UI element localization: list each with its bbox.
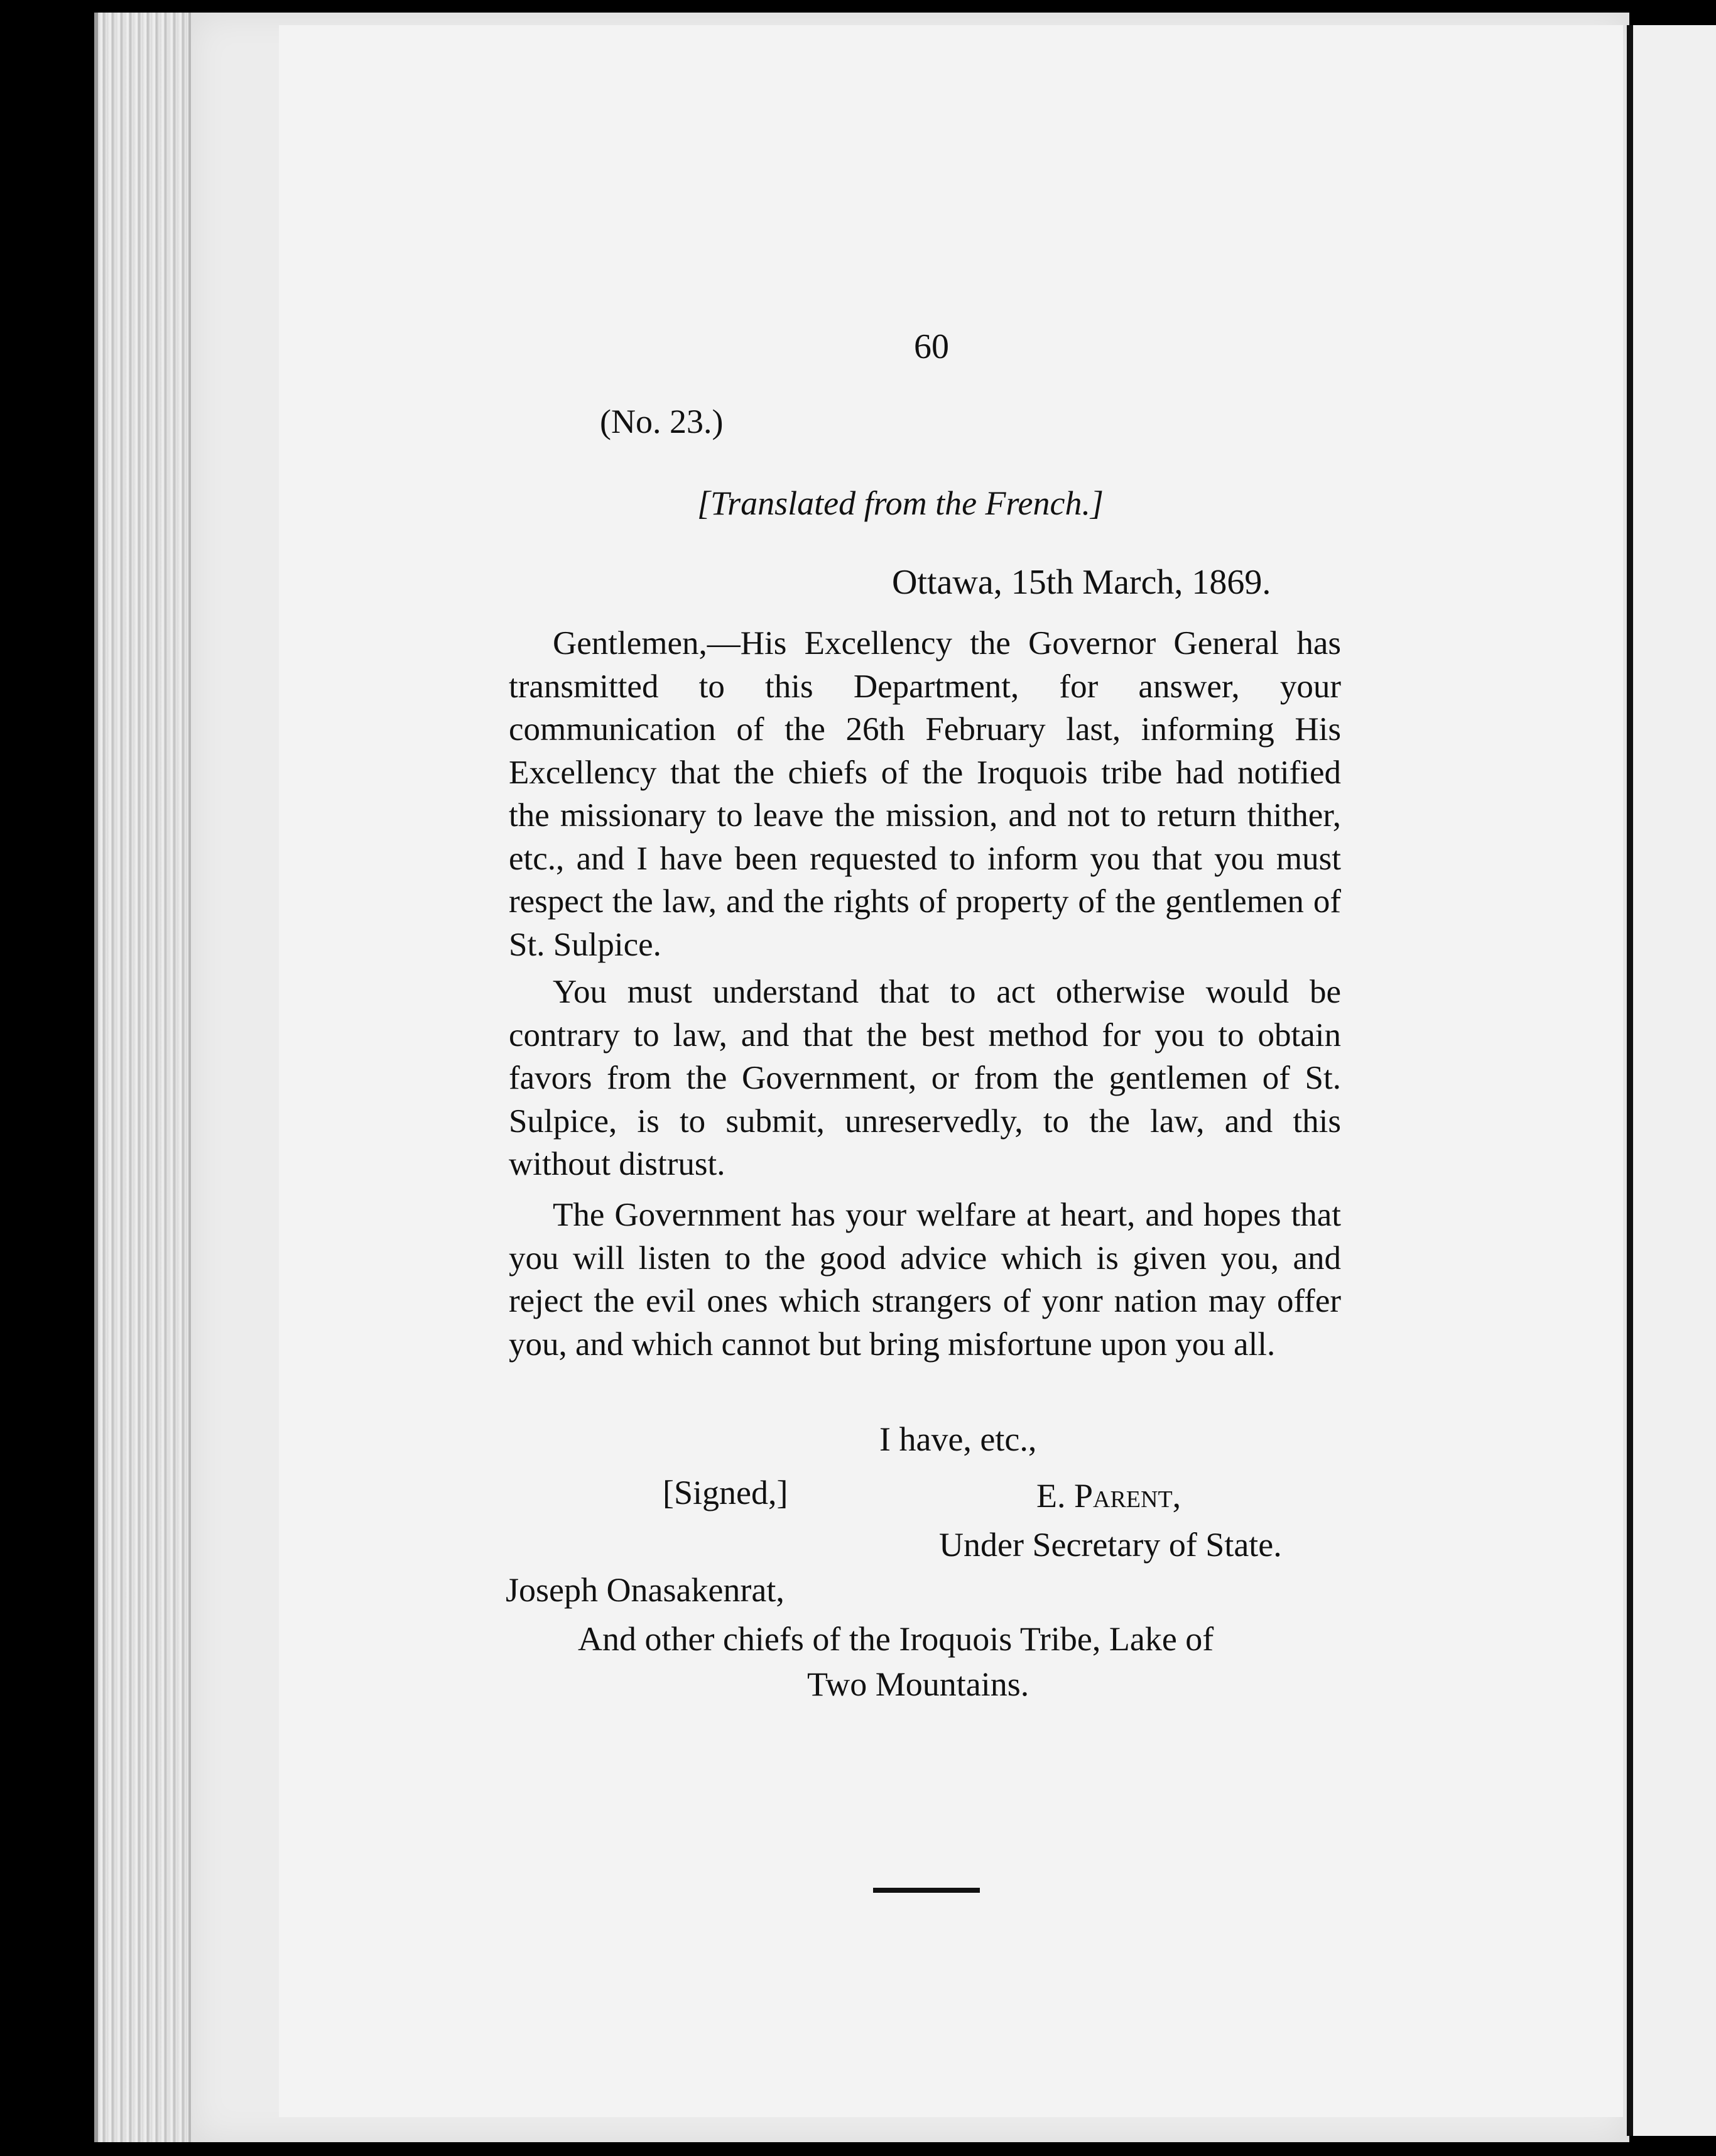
closing: I have, etc., bbox=[879, 1420, 1037, 1458]
signer-title: Under Secretary of State. bbox=[939, 1526, 1282, 1564]
addressee-name: Joseph Onasakenrat, bbox=[506, 1571, 785, 1609]
end-rule bbox=[873, 1888, 980, 1893]
dateline: Ottawa, 15th March, 1869. bbox=[892, 563, 1271, 602]
signer-name: E. Parent, bbox=[1036, 1477, 1181, 1515]
addressee-line: Two Mountains. bbox=[807, 1665, 1029, 1703]
document-number: (No. 23.) bbox=[600, 403, 724, 440]
facing-page-edge bbox=[1627, 25, 1716, 2136]
translation-note: [Translated from the French.] bbox=[697, 484, 1104, 522]
addressee-line: And other chiefs of the Iroquois Tribe, Lake of bbox=[578, 1620, 1214, 1658]
signed-label: [Signed,] bbox=[663, 1474, 788, 1511]
letter-paragraph: Gentlemen,—His Excellency the Governor General has transmitted to this Department, for answer, your communication of the 26th February last, informing His Excellency that the chiefs of the Iroquois tribe had notified the missionary to leave the mission, and not to return thither, etc., and I have been requested to inform you that you must respect the law, and the rights of property of the gentlemen of St. Sulpice. bbox=[509, 625, 1341, 963]
page-number: 60 bbox=[914, 327, 949, 366]
letter-paragraph: You must understand that to act otherwise would be contrary to law, and that the best method for you to obtain favors from the Government, or from the gentlemen of St. Sulpice, is to submit, unreservedly, to the law, and this without distrust. bbox=[509, 974, 1341, 1182]
letter-paragraph: The Government has your welfare at heart, and hopes that you will listen to the good advice which is given you, and reject the evil ones which strangers of yonr nation may offer you, and which cannot but bring misfortune upon you all. bbox=[509, 1197, 1341, 1363]
